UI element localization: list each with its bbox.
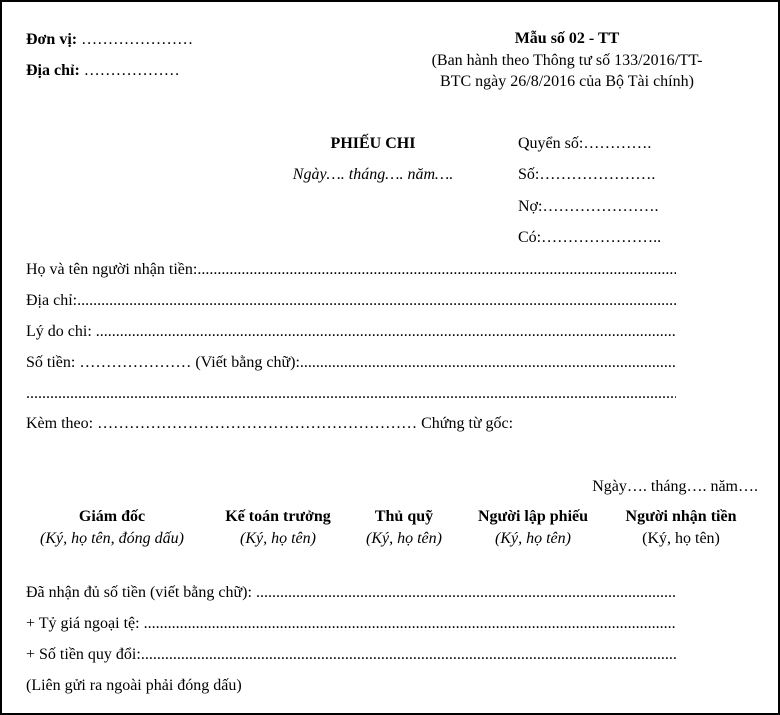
unit-line (26, 30, 193, 49)
page-title: PHIẾU CHI (330, 135, 416, 152)
voucher-number: Số:…………………. (518, 166, 656, 183)
form-note-line-2: BTC ngày 26/8/2016 của Bộ Tài chính) (440, 73, 694, 90)
signature-director (22, 507, 202, 548)
form-number: Mẫu số 02 - TT (514, 30, 620, 47)
signature-title: Kế toán trưởng (225, 508, 331, 525)
address-dots: ……………… (83, 62, 180, 79)
exchange-rate-label: + Tỷ giá ngoại tệ: (26, 615, 144, 632)
converted-amount-label: + Số tiền quy đổi: (26, 646, 141, 663)
received-amount-line (26, 583, 676, 602)
amount-continuation-line (26, 384, 676, 403)
signature-cashier (354, 507, 454, 548)
title-date: Ngày…. tháng…. năm…. (292, 166, 454, 183)
signature-note: (Ký, họ tên) (495, 530, 571, 548)
signature-preparer (460, 507, 606, 548)
signature-title: Người lập phiếu (477, 508, 589, 525)
exchange-rate-line (26, 614, 676, 633)
signature-title: Thủ quỹ (374, 508, 434, 525)
signature-note: (Ký, họ tên, đóng dấu) (40, 530, 184, 548)
converted-amount-line (26, 645, 676, 664)
book-number: Quyển số:…………. (518, 135, 652, 152)
credit-account: Có:………………….. (518, 229, 662, 246)
signature-note: (Ký, họ tên) (642, 530, 720, 548)
signature-chief-accountant (207, 507, 349, 548)
reason-label: Lý do chi: (26, 323, 96, 340)
form-note-line-1: (Ban hành theo Thông tư số 133/2016/TT- (431, 52, 703, 69)
amount-label: Số tiền: ………………… (Viết bằng chữ): (26, 354, 300, 371)
unit-dots: ………………… (81, 31, 194, 48)
recipient-name-label: Họ và tên người nhận tiền: (26, 261, 198, 278)
stamp-note: (Liên gửi ra ngoài phải đóng dấu) (26, 677, 242, 694)
recipient-address-label: Địa chỉ: (26, 292, 78, 309)
address-label: Địa chỉ: (26, 62, 80, 79)
signature-note: (Ký, họ tên) (240, 530, 316, 548)
attachments-line: Kèm theo: …………………………………………………… Chứng từ gốc: (26, 415, 514, 432)
signature-date: Ngày…. tháng…. năm…. (592, 478, 758, 495)
received-amount-label: Đã nhận đủ số tiền (viết bằng chữ): (26, 584, 256, 601)
reason-line (26, 322, 676, 341)
unit-label: Đơn vị: (26, 31, 78, 48)
address-line (26, 61, 180, 80)
recipient-name-line (26, 260, 676, 279)
debit-account: Nợ:…………………. (518, 198, 659, 215)
signature-title: Giám đốc (78, 508, 146, 525)
signature-recipient (622, 507, 740, 548)
signature-note: (Ký, họ tên) (366, 530, 442, 548)
signature-title: Người nhận tiền (625, 508, 737, 525)
amount-line (26, 353, 676, 372)
recipient-address-line (26, 291, 676, 310)
